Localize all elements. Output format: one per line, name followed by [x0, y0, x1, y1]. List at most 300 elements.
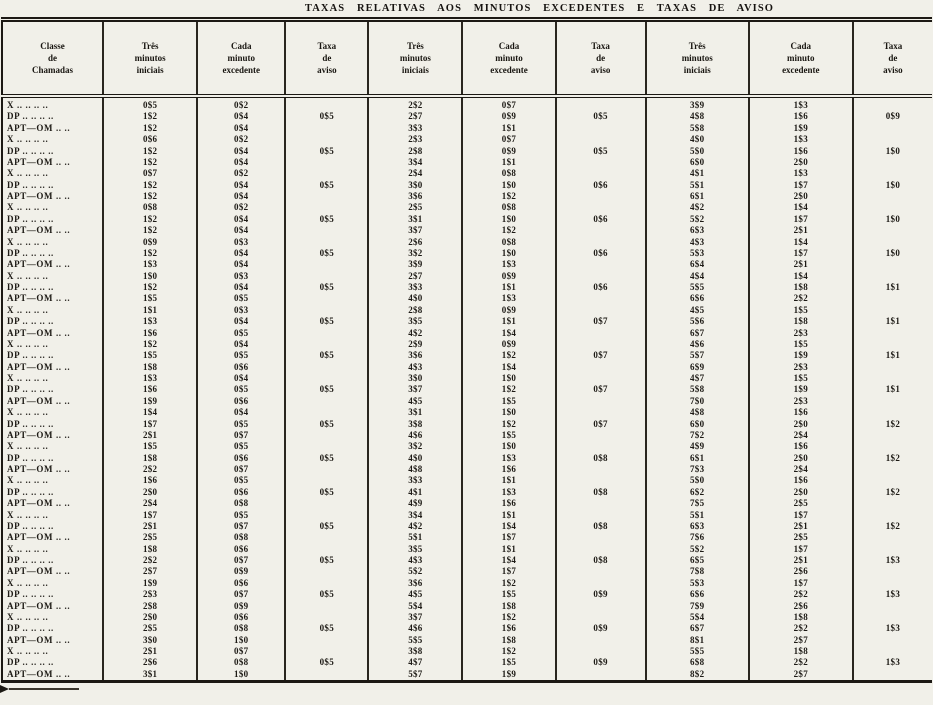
class-cell: X .. .. .. .. — [7, 304, 49, 315]
value-cell: 3$2 — [368, 248, 462, 259]
value-cell: 1$8 — [103, 453, 197, 464]
value-cell: 1$2 — [462, 612, 555, 623]
value-cell: 4$3 — [368, 362, 462, 373]
class-cell: X .. .. .. .. — [7, 509, 49, 520]
value-cell: 5$7 — [368, 669, 462, 682]
class-cell: APT—OM .. .. — [7, 122, 71, 133]
column-header-taxa-de-aviso-2: Taxa de aviso — [556, 20, 646, 97]
value-cell — [285, 373, 368, 384]
value-cell: 1$6 — [103, 328, 197, 339]
value-cell: 0$4 — [197, 339, 285, 350]
value-cell: 0$6 — [197, 453, 285, 464]
value-cell — [285, 566, 368, 577]
value-cell — [853, 293, 932, 304]
table-row — [2, 532, 932, 543]
value-cell: 2$4 — [103, 498, 197, 509]
value-cell — [853, 202, 932, 213]
value-cell: 0$4 — [197, 180, 285, 191]
value-cell: 1$7 — [462, 566, 555, 577]
value-cell: 7$3 — [646, 464, 749, 475]
value-cell: 1$1 — [853, 316, 932, 327]
value-cell: 0$5 — [197, 510, 285, 521]
table-row — [2, 578, 932, 589]
value-cell: 1$7 — [749, 180, 853, 191]
value-cell: 7$2 — [646, 430, 749, 441]
value-cell: 0$2 — [197, 202, 285, 213]
table-row — [2, 396, 932, 407]
table-row — [2, 601, 932, 612]
value-cell — [853, 225, 932, 236]
class-cell: APT—OM .. .. — [7, 668, 71, 679]
value-cell: 5$5 — [646, 282, 749, 293]
value-cell: 1$5 — [462, 396, 555, 407]
class-cell: APT—OM .. .. — [7, 327, 71, 338]
column-header-tres-minutos-iniciais-1: Três minutos iniciais — [103, 20, 197, 97]
value-cell: 7$8 — [646, 566, 749, 577]
value-cell: 0$8 — [556, 521, 646, 532]
value-cell: 0$7 — [556, 350, 646, 361]
value-cell — [285, 259, 368, 270]
value-cell: 2$8 — [368, 146, 462, 157]
value-cell: 0$8 — [556, 487, 646, 498]
value-cell: 1$3 — [749, 168, 853, 179]
value-cell: 1$7 — [103, 419, 197, 430]
value-cell — [853, 532, 932, 543]
value-cell: 1$0 — [103, 271, 197, 282]
value-cell — [556, 475, 646, 486]
value-cell: 1$8 — [749, 612, 853, 623]
value-cell: 0$5 — [285, 180, 368, 191]
value-cell: 0$7 — [462, 96, 555, 111]
value-cell: 1$4 — [462, 328, 555, 339]
table-body — [2, 96, 932, 682]
value-cell: 2$3 — [749, 362, 853, 373]
table-row — [2, 566, 932, 577]
class-cell: DP .. .. .. .. — [7, 384, 54, 395]
value-cell: 0$6 — [556, 180, 646, 191]
value-cell — [853, 612, 932, 623]
value-cell: 2$6 — [749, 601, 853, 612]
value-cell: 1$0 — [853, 248, 932, 259]
value-cell: 1$5 — [749, 373, 853, 384]
value-cell — [556, 510, 646, 521]
table-row — [2, 214, 932, 225]
value-cell: 0$7 — [197, 430, 285, 441]
value-cell: 1$8 — [103, 544, 197, 555]
value-cell: 1$4 — [749, 202, 853, 213]
value-cell: 1$2 — [462, 384, 555, 395]
value-cell: 0$5 — [197, 384, 285, 395]
table-row — [2, 111, 932, 122]
class-cell: DP .. .. .. .. — [7, 657, 54, 668]
value-cell: 1$1 — [462, 316, 555, 327]
value-cell: 1$5 — [103, 293, 197, 304]
tariff-table — [1, 17, 932, 683]
table-row — [2, 555, 932, 566]
value-cell: 0$4 — [197, 225, 285, 236]
value-cell: 1$7 — [749, 544, 853, 555]
value-cell: 0$6 — [197, 612, 285, 623]
value-cell — [556, 134, 646, 145]
column-header-tres-minutos-iniciais-2: Três minutos iniciais — [368, 20, 462, 97]
value-cell: 1$0 — [853, 146, 932, 157]
class-cell: DP .. .. .. .. — [7, 213, 54, 224]
value-cell: 0$5 — [285, 487, 368, 498]
value-cell: 3$0 — [368, 180, 462, 191]
value-cell: 0$4 — [197, 373, 285, 384]
class-cell: DP .. .. .. .. — [7, 589, 54, 600]
value-cell: 3$9 — [646, 96, 749, 111]
value-cell: 2$7 — [749, 635, 853, 646]
value-cell: 1$4 — [462, 362, 555, 373]
value-cell — [556, 259, 646, 270]
value-cell — [853, 498, 932, 509]
value-cell: 5$3 — [646, 578, 749, 589]
class-cell: X .. .. .. .. — [7, 543, 49, 554]
value-cell: 4$5 — [368, 589, 462, 600]
value-cell: 0$4 — [197, 214, 285, 225]
value-cell: 0$9 — [103, 237, 197, 248]
value-cell — [556, 168, 646, 179]
value-cell: 0$8 — [103, 202, 197, 213]
value-cell: 2$3 — [749, 396, 853, 407]
value-cell: 4$9 — [368, 498, 462, 509]
value-cell: 1$6 — [749, 475, 853, 486]
value-cell: 0$5 — [556, 111, 646, 122]
value-cell: 1$7 — [103, 510, 197, 521]
value-cell: 3$0 — [103, 635, 197, 646]
class-cell: DP .. .. .. .. — [7, 316, 54, 327]
table-row — [2, 646, 932, 657]
value-cell: 2$1 — [103, 430, 197, 441]
value-cell — [556, 305, 646, 316]
value-cell: 6$0 — [646, 419, 749, 430]
value-cell — [853, 362, 932, 373]
value-cell — [285, 134, 368, 145]
class-cell: DP .. .. .. .. — [7, 350, 54, 361]
value-cell: 5$8 — [646, 123, 749, 134]
value-cell: 0$9 — [462, 271, 555, 282]
value-cell — [285, 407, 368, 418]
table-row — [2, 373, 932, 384]
class-cell: X .. .. .. .. — [7, 202, 49, 213]
class-cell: DP .. .. .. .. — [7, 282, 54, 292]
value-cell: 0$5 — [197, 328, 285, 339]
value-cell — [556, 271, 646, 282]
value-cell: 0$6 — [197, 487, 285, 498]
value-cell: 1$3 — [749, 96, 853, 111]
value-cell: 4$2 — [368, 521, 462, 532]
value-cell: 1$1 — [462, 282, 555, 293]
value-cell: 0$5 — [285, 316, 368, 327]
table-row — [2, 328, 932, 339]
class-cell: DP .. .. .. .. — [7, 452, 54, 463]
value-cell: 1$8 — [103, 362, 197, 373]
value-cell — [556, 601, 646, 612]
value-cell — [285, 123, 368, 134]
value-cell: 1$5 — [103, 441, 197, 452]
class-cell: DP .. .. .. .. — [7, 179, 54, 190]
table-row — [2, 657, 932, 668]
value-cell: 4$8 — [368, 464, 462, 475]
value-cell: 2$2 — [749, 657, 853, 668]
value-cell: 1$6 — [462, 623, 555, 634]
value-cell — [556, 669, 646, 682]
value-cell: 0$6 — [197, 396, 285, 407]
value-cell — [853, 373, 932, 384]
value-cell: 1$9 — [103, 396, 197, 407]
value-cell: 4$5 — [646, 305, 749, 316]
value-cell — [853, 430, 932, 441]
value-cell: 2$0 — [749, 453, 853, 464]
class-cell: DP .. .. .. .. — [7, 111, 54, 122]
value-cell — [285, 202, 368, 213]
value-cell: 2$5 — [103, 532, 197, 543]
value-cell — [853, 271, 932, 282]
class-cell: APT—OM .. .. — [7, 566, 71, 577]
value-cell: 0$3 — [197, 237, 285, 248]
value-cell: 0$4 — [197, 316, 285, 327]
value-cell: 3$8 — [368, 646, 462, 657]
table-row — [2, 635, 932, 646]
value-cell: 1$9 — [749, 350, 853, 361]
value-cell: 2$3 — [368, 134, 462, 145]
value-cell — [853, 475, 932, 486]
value-cell: 4$0 — [368, 453, 462, 464]
value-cell: 0$9 — [197, 601, 285, 612]
value-cell: 2$1 — [103, 646, 197, 657]
table-row — [2, 96, 932, 111]
value-cell: 1$6 — [749, 407, 853, 418]
value-cell: 1$7 — [462, 532, 555, 543]
dash-mark — [9, 688, 79, 690]
value-cell: 5$2 — [368, 566, 462, 577]
value-cell: 0$5 — [285, 521, 368, 532]
value-cell: 2$0 — [103, 612, 197, 623]
value-cell: 5$4 — [368, 601, 462, 612]
value-cell: 0$8 — [462, 237, 555, 248]
table-row — [2, 146, 932, 157]
class-cell: APT—OM .. .. — [7, 225, 71, 236]
value-cell: 0$7 — [197, 646, 285, 657]
class-cell: X .. .. .. .. — [7, 441, 49, 452]
value-cell: 3$1 — [368, 407, 462, 418]
value-cell — [285, 157, 368, 168]
value-cell: 1$5 — [462, 657, 555, 668]
class-cell: DP .. .. .. .. — [7, 145, 54, 156]
value-cell: 0$5 — [197, 350, 285, 361]
value-cell: 1$4 — [749, 237, 853, 248]
value-cell — [853, 544, 932, 555]
value-cell: 1$0 — [853, 180, 932, 191]
value-cell: 0$6 — [197, 362, 285, 373]
table-row — [2, 487, 932, 498]
value-cell: 1$4 — [462, 555, 555, 566]
value-cell: 1$1 — [462, 544, 555, 555]
value-cell — [556, 646, 646, 657]
value-cell: 5$1 — [646, 180, 749, 191]
value-cell: 1$6 — [462, 498, 555, 509]
value-cell: 1$3 — [103, 373, 197, 384]
value-cell — [556, 225, 646, 236]
value-cell: 6$4 — [646, 259, 749, 270]
value-cell: 4$6 — [368, 430, 462, 441]
value-cell: 0$8 — [197, 532, 285, 543]
value-cell — [556, 532, 646, 543]
page-bottom-mark — [0, 685, 120, 693]
value-cell — [556, 237, 646, 248]
value-cell: 4$6 — [646, 339, 749, 350]
table-row — [2, 498, 932, 509]
value-cell: 7$5 — [646, 498, 749, 509]
header-row — [2, 20, 932, 97]
value-cell: 1$6 — [749, 441, 853, 452]
value-cell: 3$6 — [368, 578, 462, 589]
value-cell: 3$1 — [368, 214, 462, 225]
value-cell: 4$6 — [368, 623, 462, 634]
value-cell: 3$1 — [103, 669, 197, 682]
value-cell — [556, 362, 646, 373]
value-cell: 0$5 — [197, 441, 285, 452]
class-cell: APT—OM .. .. — [7, 156, 71, 167]
value-cell: 1$5 — [462, 430, 555, 441]
value-cell: 1$8 — [462, 635, 555, 646]
value-cell: 0$3 — [197, 271, 285, 282]
value-cell: 2$7 — [368, 111, 462, 122]
value-cell: 4$7 — [646, 373, 749, 384]
value-cell: 0$5 — [197, 293, 285, 304]
value-cell: 0$9 — [462, 146, 555, 157]
table-row — [2, 430, 932, 441]
class-cell: DP .. .. .. .. — [7, 247, 54, 258]
value-cell: 1$2 — [462, 419, 555, 430]
value-cell: 1$0 — [197, 669, 285, 682]
table-row — [2, 168, 932, 179]
class-cell: APT—OM .. .. — [7, 498, 71, 509]
value-cell — [853, 328, 932, 339]
value-cell: 0$6 — [556, 214, 646, 225]
value-cell: 1$4 — [103, 407, 197, 418]
value-cell: 2$5 — [103, 623, 197, 634]
value-cell: 1$2 — [103, 248, 197, 259]
value-cell: 1$2 — [103, 111, 197, 122]
value-cell: 3$3 — [368, 123, 462, 134]
value-cell: 1$9 — [462, 669, 555, 682]
value-cell: 0$8 — [556, 555, 646, 566]
class-cell: DP .. .. .. .. — [7, 555, 54, 565]
value-cell — [853, 96, 932, 111]
value-cell: 1$8 — [749, 282, 853, 293]
value-cell: 1$2 — [103, 180, 197, 191]
value-cell: 2$7 — [368, 271, 462, 282]
value-cell: 4$0 — [646, 134, 749, 145]
value-cell — [285, 441, 368, 452]
value-cell — [285, 328, 368, 339]
value-cell: 1$3 — [853, 555, 932, 566]
value-cell: 1$0 — [462, 180, 555, 191]
value-cell: 0$5 — [285, 657, 368, 668]
value-cell: 1$6 — [749, 146, 853, 157]
value-cell: 6$3 — [646, 225, 749, 236]
class-cell: APT—OM .. .. — [7, 191, 71, 201]
value-cell — [285, 475, 368, 486]
value-cell — [285, 646, 368, 657]
value-cell: 1$0 — [462, 373, 555, 384]
value-cell: 0$9 — [462, 339, 555, 350]
value-cell — [556, 202, 646, 213]
value-cell: 0$5 — [556, 146, 646, 157]
class-cell: APT—OM .. .. — [7, 464, 71, 474]
value-cell: 0$5 — [197, 475, 285, 486]
value-cell: 0$7 — [197, 555, 285, 566]
value-cell — [556, 544, 646, 555]
value-cell: 2$3 — [103, 589, 197, 600]
value-cell: 7$9 — [646, 601, 749, 612]
value-cell: 6$7 — [646, 328, 749, 339]
value-cell — [853, 510, 932, 521]
table-row — [2, 407, 932, 418]
value-cell — [285, 601, 368, 612]
table-row — [2, 282, 932, 293]
class-cell: X .. .. .. .. — [7, 475, 49, 486]
value-cell: 2$4 — [749, 430, 853, 441]
value-cell: 5$1 — [646, 510, 749, 521]
value-cell: 1$2 — [853, 487, 932, 498]
value-cell: 4$4 — [646, 271, 749, 282]
value-cell: 0$5 — [285, 282, 368, 293]
value-cell: 0$6 — [556, 248, 646, 259]
value-cell: 2$0 — [103, 487, 197, 498]
value-cell: 4$2 — [368, 328, 462, 339]
value-cell — [556, 407, 646, 418]
value-cell: 6$1 — [646, 453, 749, 464]
value-cell: 5$0 — [646, 475, 749, 486]
value-cell: 0$5 — [103, 96, 197, 111]
class-cell: DP .. .. .. .. — [7, 520, 54, 531]
value-cell — [285, 168, 368, 179]
value-cell: 5$5 — [368, 635, 462, 646]
value-cell — [285, 237, 368, 248]
value-cell — [853, 305, 932, 316]
value-cell: 1$3 — [462, 453, 555, 464]
value-cell: 1$3 — [103, 316, 197, 327]
value-cell — [853, 168, 932, 179]
value-cell: 0$8 — [462, 202, 555, 213]
value-cell: 0$2 — [197, 168, 285, 179]
value-cell — [556, 328, 646, 339]
column-header-classe-de-chamadas: Classe de Chamadas — [2, 20, 103, 97]
value-cell: 0$7 — [556, 316, 646, 327]
value-cell — [853, 237, 932, 248]
value-cell: 2$0 — [749, 191, 853, 202]
table-row — [2, 237, 932, 248]
value-cell: 1$3 — [103, 259, 197, 270]
value-cell: 3$7 — [368, 384, 462, 395]
value-cell — [853, 157, 932, 168]
value-cell: 1$4 — [462, 521, 555, 532]
value-cell: 1$5 — [462, 589, 555, 600]
value-cell: 1$6 — [462, 464, 555, 475]
value-cell — [556, 441, 646, 452]
value-cell — [285, 544, 368, 555]
value-cell: 2$6 — [368, 237, 462, 248]
value-cell: 5$4 — [646, 612, 749, 623]
value-cell: 1$2 — [853, 419, 932, 430]
value-cell: 2$0 — [749, 487, 853, 498]
value-cell: 1$5 — [103, 350, 197, 361]
value-cell: 0$6 — [103, 134, 197, 145]
value-cell: 0$9 — [462, 111, 555, 122]
